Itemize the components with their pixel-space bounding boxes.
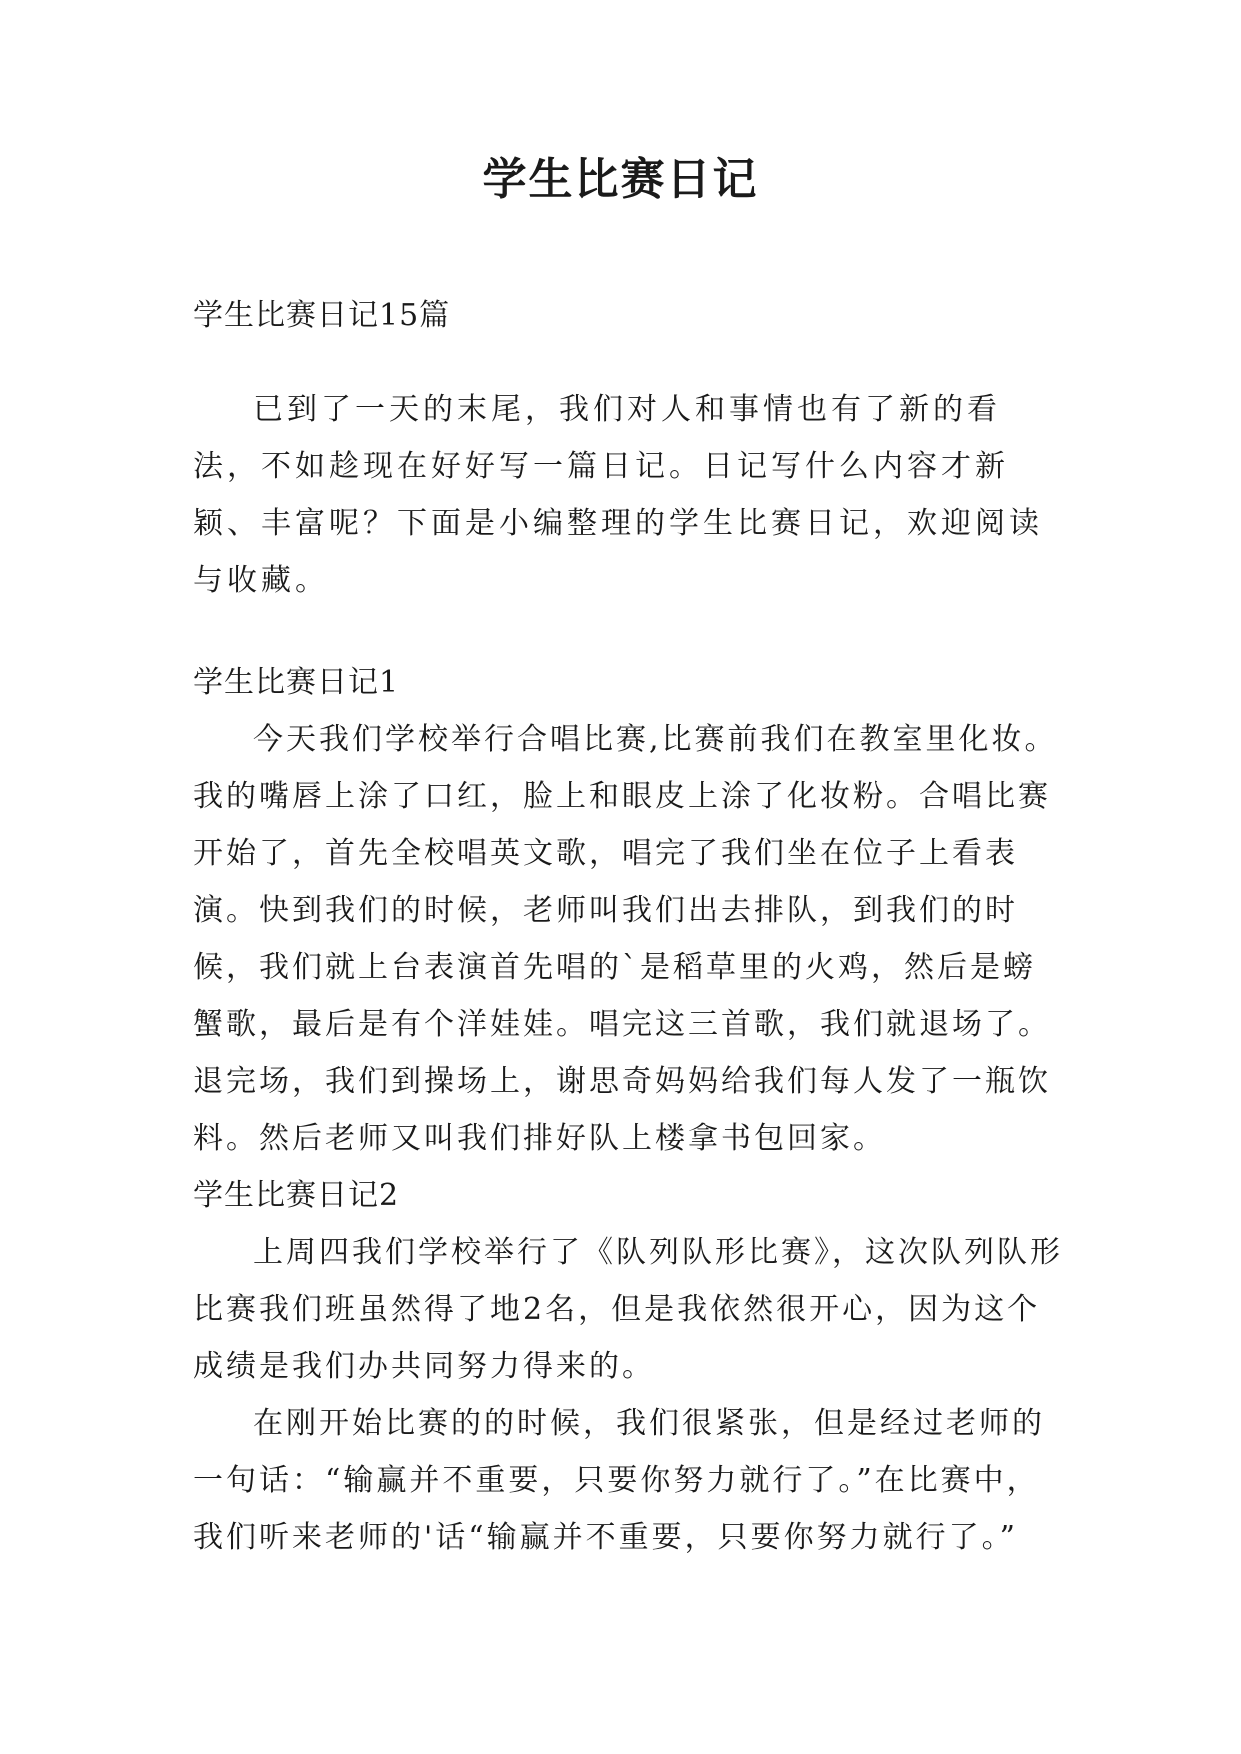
intro-paragraph: 已到了一天的末尾，我们对人和事情也有了新的看法，不如趁现在好好写一篇日记。日记写什么内容才新颖、丰富呢？下面是小编整理的学生比赛日记，欢迎阅读与收藏。 [193,392,1043,598]
page-title: 学生比赛日记 [482,154,759,205]
entry-heading: 学生比赛日记2 [193,1178,400,1213]
entry-paragraph: 在刚开始比赛的的时候，我们很紧张，但是经过老师的一句话：“输赢并不重要，只要你努力就行了。”在比赛中，我们听来老师的'话“输赢并不重要，只要你努力就行了。” [193,1406,1045,1555]
document-body [193,287,1063,1566]
entry-heading: 学生比赛日记1 [193,665,400,700]
document-subtitle: 学生比赛日记15篇 [193,298,451,333]
entry-paragraph: 上周四我们学校举行了《队列队形比赛》，这次队列队形比赛我们班虽然得了地2名，但是我依然很开心，因为这个成绩是我们办共同努力得来的。 [193,1235,1063,1384]
entry-paragraph: 今天我们学校举行合唱比赛,比赛前我们在教室里化妆。我的嘴唇上涂了口红，脸上和眼皮上涂了化妆粉。合唱比赛开始了，首先全校唱英文歌，唱完了我们坐在位子上看表演。快到我们的时候，老师叫我们出去排队，到我们的时候，我们就上台表演首先唱的`是稻草里的火鸡，然后是螃蟹歌，最后是有个洋娃娃。唱完这三首歌，我们就退场了。退完场，我们到操场上，谢思奇妈妈给我们每人发了一瓶饮料。然后老师又叫我们排好队上楼拿书包回家。 [193,722,1058,1156]
